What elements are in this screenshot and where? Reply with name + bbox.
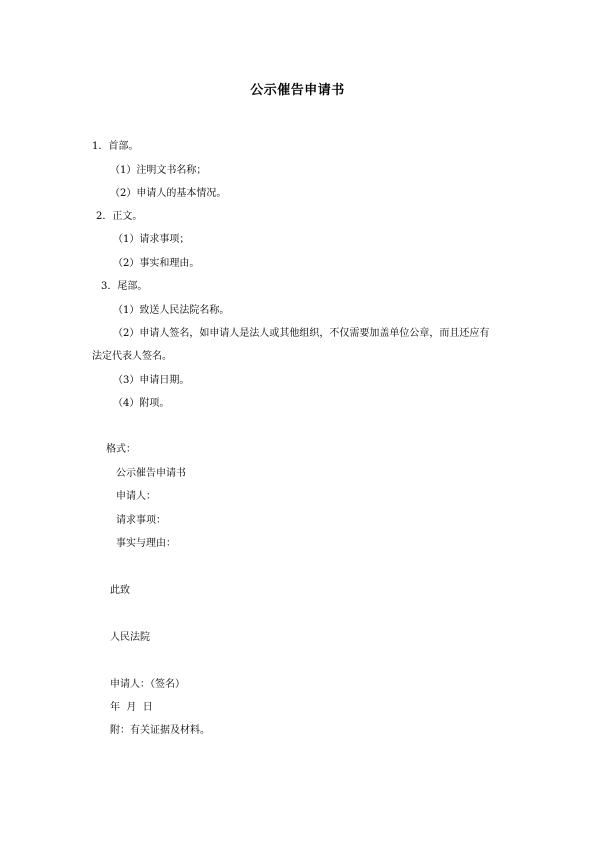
format-attachment: 附：有关证据及材料。 (110, 725, 210, 736)
format-applicant: 申请人： (116, 491, 156, 502)
section-1-item-1: （1）注明文书名称； (110, 165, 207, 176)
section-3-item-2-line-1: （2）申请人签名，如申请人是法人或其他组织，不仅需要加盖单位公章，而且还应有 (113, 328, 490, 339)
section-1-item-2: （2）申请人的基本情况。 (110, 188, 227, 199)
section-2-item-1: （1）请求事项； (113, 234, 190, 245)
format-request: 请求事项： (116, 515, 166, 526)
section-3-item-1: （1）致送人民法院名称。 (113, 305, 230, 316)
section-3-item-4: （4）附项。 (113, 398, 170, 409)
section-3-item-2-line-2: 法定代表人签名。 (92, 351, 172, 362)
format-date: 年 月 日 (110, 702, 153, 713)
section-1-heading: 1．首部。 (92, 141, 139, 152)
format-label: 格式： (106, 444, 136, 455)
format-signature: 申请人：（签名） (110, 679, 185, 690)
section-3-heading: 3．尾部。 (101, 281, 148, 292)
format-salutation: 此致 (110, 585, 130, 596)
page-title: 公示催告申请书 (250, 83, 345, 98)
section-2-item-2: （2）事实和理由。 (113, 258, 200, 269)
section-3-item-3: （3）申请日期。 (113, 375, 190, 386)
format-facts: 事实与理由： (116, 538, 176, 549)
format-title: 公示催告申请书 (116, 468, 186, 479)
format-court: 人民法院 (110, 632, 150, 643)
section-2-heading: 2．正文。 (96, 211, 143, 222)
